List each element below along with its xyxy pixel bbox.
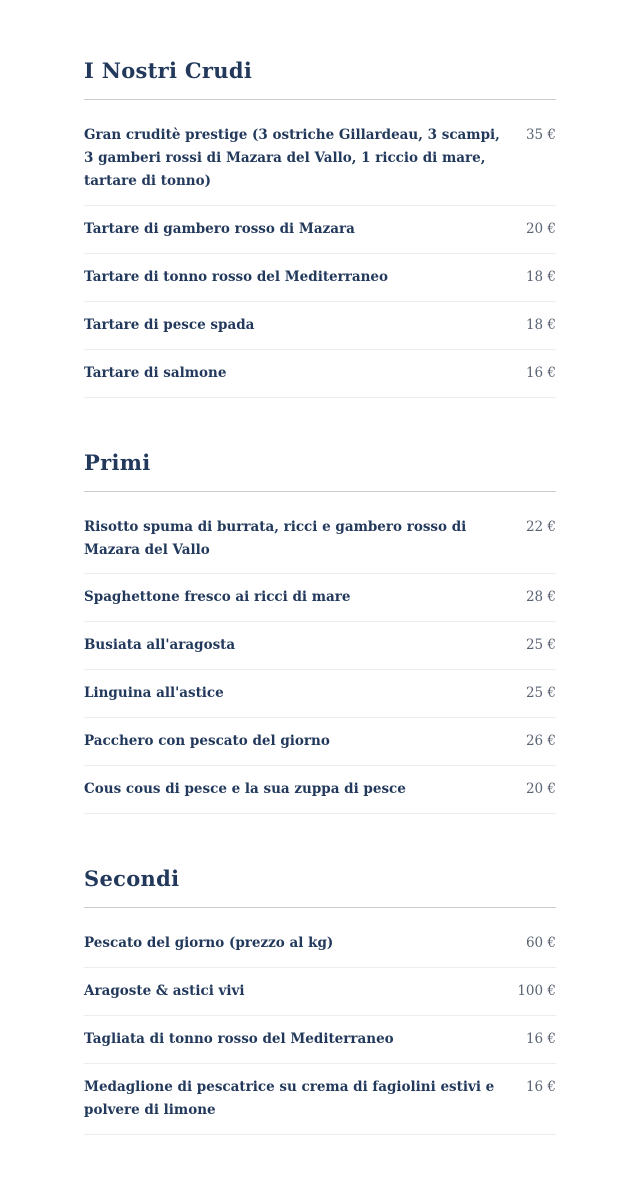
menu-item-name: Pescato del giorno (prezzo al kg): [84, 935, 334, 952]
menu-item: [84, 766, 556, 814]
menu-item: [84, 968, 556, 1016]
menu-item-name: Cous cous di pesce e la sua zuppa di pesce: [84, 781, 406, 798]
section-secondi: [84, 866, 556, 1135]
menu-item-price: 18 €: [525, 316, 556, 333]
menu-item-name: Tartare di salmone: [84, 364, 227, 381]
menu-item-price: 28 €: [525, 589, 556, 606]
menu-item-name: Gran cruditè prestige (3 ostriche Gillardeau, 3 scampi, 3 gamberi rossi di Mazara del Vallo, 1 riccio di mare, tartare di tonno): [84, 127, 500, 189]
section-primi: [84, 450, 556, 815]
menu-item-name: Tagliata di tonno rosso del Mediterraneo: [84, 1031, 394, 1047]
menu-item-name: Spaghettone fresco ai ricci di mare: [84, 589, 351, 606]
menu-item: [84, 206, 556, 254]
section-title-secondi: Secondi: [84, 866, 180, 892]
menu-item-price: 16 €: [525, 1031, 556, 1047]
menu-item-price: 35 €: [525, 127, 556, 143]
menu-item-price: 20 €: [525, 220, 556, 237]
menu-item: [84, 670, 556, 718]
menu-item-price: 100 €: [517, 983, 556, 1000]
menu-item-name: Linguina all'astice: [84, 685, 224, 702]
section-divider: [84, 491, 556, 492]
menu-item-price: 60 €: [525, 935, 556, 952]
menu-item: [84, 504, 556, 575]
menu-item: [84, 302, 556, 350]
menu-item-price: 20 €: [525, 781, 556, 798]
menu-item-price: 18 €: [525, 268, 556, 285]
menu-item-price: 25 €: [525, 637, 556, 654]
section-crudi: [84, 58, 556, 398]
section-title-primi: Primi: [84, 449, 151, 475]
menu-item-name: Pacchero con pescato del giorno: [84, 733, 330, 750]
menu-item-name: Aragoste & astici vivi: [84, 983, 245, 1000]
menu-item-price: 16 €: [525, 364, 556, 381]
menu-item: [84, 112, 556, 206]
menu-item: [84, 254, 556, 302]
menu-item: [84, 350, 556, 398]
section-divider: [84, 907, 556, 908]
menu-item: [84, 718, 556, 766]
menu-item-price: 22 €: [525, 518, 556, 535]
menu-item: [84, 1016, 556, 1064]
menu-item-price: 16 €: [525, 1078, 556, 1095]
section-divider: [84, 99, 556, 100]
menu-item: [84, 574, 556, 622]
menu-item-price: 25 €: [525, 685, 556, 702]
menu-item-name: Tartare di tonno rosso del Mediterraneo: [84, 268, 389, 285]
menu-item-name: Medaglione di pescatrice su crema di fagiolini estivi e polvere di limone: [84, 1078, 495, 1118]
menu-item: [84, 920, 556, 968]
menu-item: [84, 1064, 556, 1135]
section-title-crudi: I Nostri Crudi: [84, 58, 253, 83]
menu-item-name: Risotto spuma di burrata, ricci e gambero rosso di Mazara del Vallo: [84, 518, 467, 558]
menu-item-name: Busiata all'aragosta: [84, 637, 236, 654]
menu-item-name: Tartare di pesce spada: [84, 316, 255, 333]
menu-item-name: Tartare di gambero rosso di Mazara: [84, 220, 355, 237]
menu-item-price: 26 €: [525, 733, 556, 750]
menu-item: [84, 622, 556, 670]
